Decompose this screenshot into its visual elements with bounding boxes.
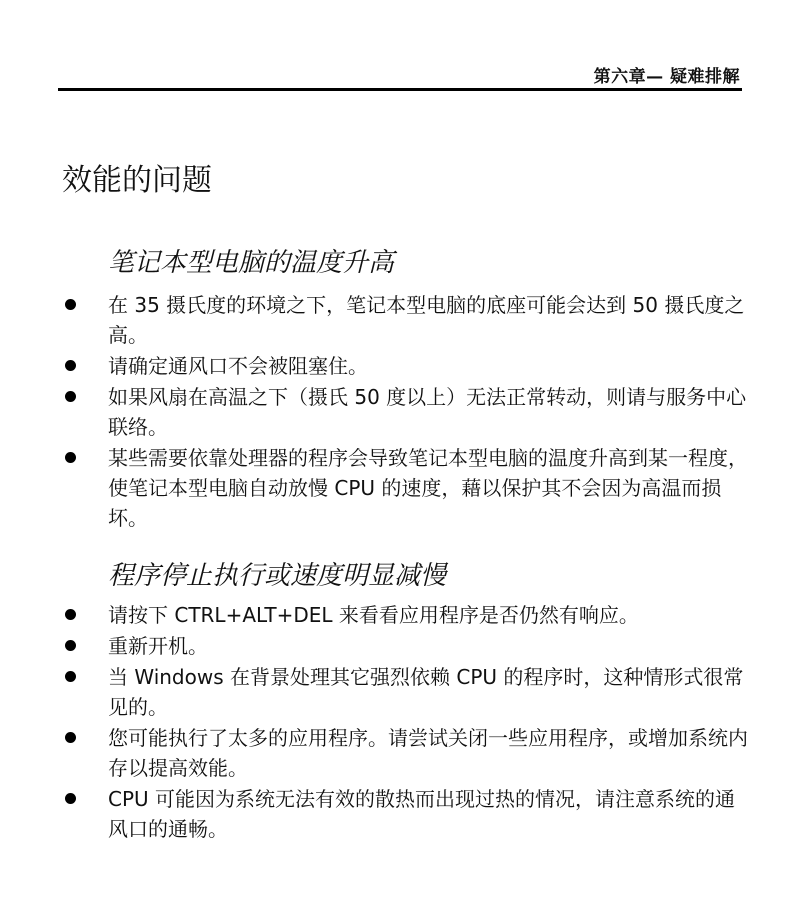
list-item-text: 当 Windows 在背景处理其它强烈依赖 CPU 的程序时，这种情形式很常见的。 [108, 665, 744, 719]
bullet-icon [65, 671, 76, 682]
header-divider [58, 88, 742, 91]
list-item-text: 请确定通风口不会被阻塞住。 [108, 354, 368, 378]
slowdown-bullet-list [60, 600, 750, 845]
list-item-text: CPU 可能因为系统无法有效的散热而出现过热的情况，请注意系统的通风口的通畅。 [108, 787, 736, 841]
section-heading-temperature: 笔记本型电脑的温度升高 [108, 248, 395, 278]
list-item-text: 如果风扇在高温之下（摄氏 50 度以上）无法正常转动，则请与服务中心联络。 [108, 385, 747, 439]
bullet-icon [65, 640, 76, 651]
bullet-icon [65, 391, 76, 402]
list-item [60, 723, 750, 783]
list-item-text: 某些需要依靠处理器的程序会导致笔记本型电脑的温度升高到某一程度，使笔记本型电脑自动放慢 CPU 的速度，藉以保护其不会因为高温而损坏。 [108, 446, 748, 530]
temperature-bullet-list [60, 290, 750, 534]
bullet-icon [65, 793, 76, 804]
list-item [60, 443, 750, 533]
section-heading-slowdown: 程序停止执行或速度明显减慢 [108, 561, 447, 591]
list-item [60, 662, 750, 722]
list-item [60, 600, 750, 630]
list-item-text: 您可能执行了太多的应用程序。请尝试关闭一些应用程序，或增加系统内存以提高效能。 [108, 726, 748, 780]
list-item-text: 请按下 CTRL+ALT+DEL 来看看应用程序是否仍然有响应。 [108, 603, 639, 627]
chapter-header: 第六章— 疑难排解 [593, 67, 740, 87]
list-item-text: 在 35 摄氏度的环境之下，笔记本型电脑的底座可能会达到 50 摄氏度之高。 [108, 293, 745, 347]
bullet-icon [65, 452, 76, 463]
bullet-icon [65, 732, 76, 743]
list-item [60, 382, 750, 442]
bullet-icon [65, 299, 76, 310]
list-item [60, 351, 750, 381]
bullet-icon [65, 360, 76, 371]
list-item [60, 784, 750, 844]
list-item-text: 重新开机。 [108, 634, 208, 658]
list-item [60, 631, 750, 661]
list-item [60, 290, 750, 350]
page-title: 效能的问题 [62, 163, 212, 198]
bullet-icon [65, 609, 76, 620]
